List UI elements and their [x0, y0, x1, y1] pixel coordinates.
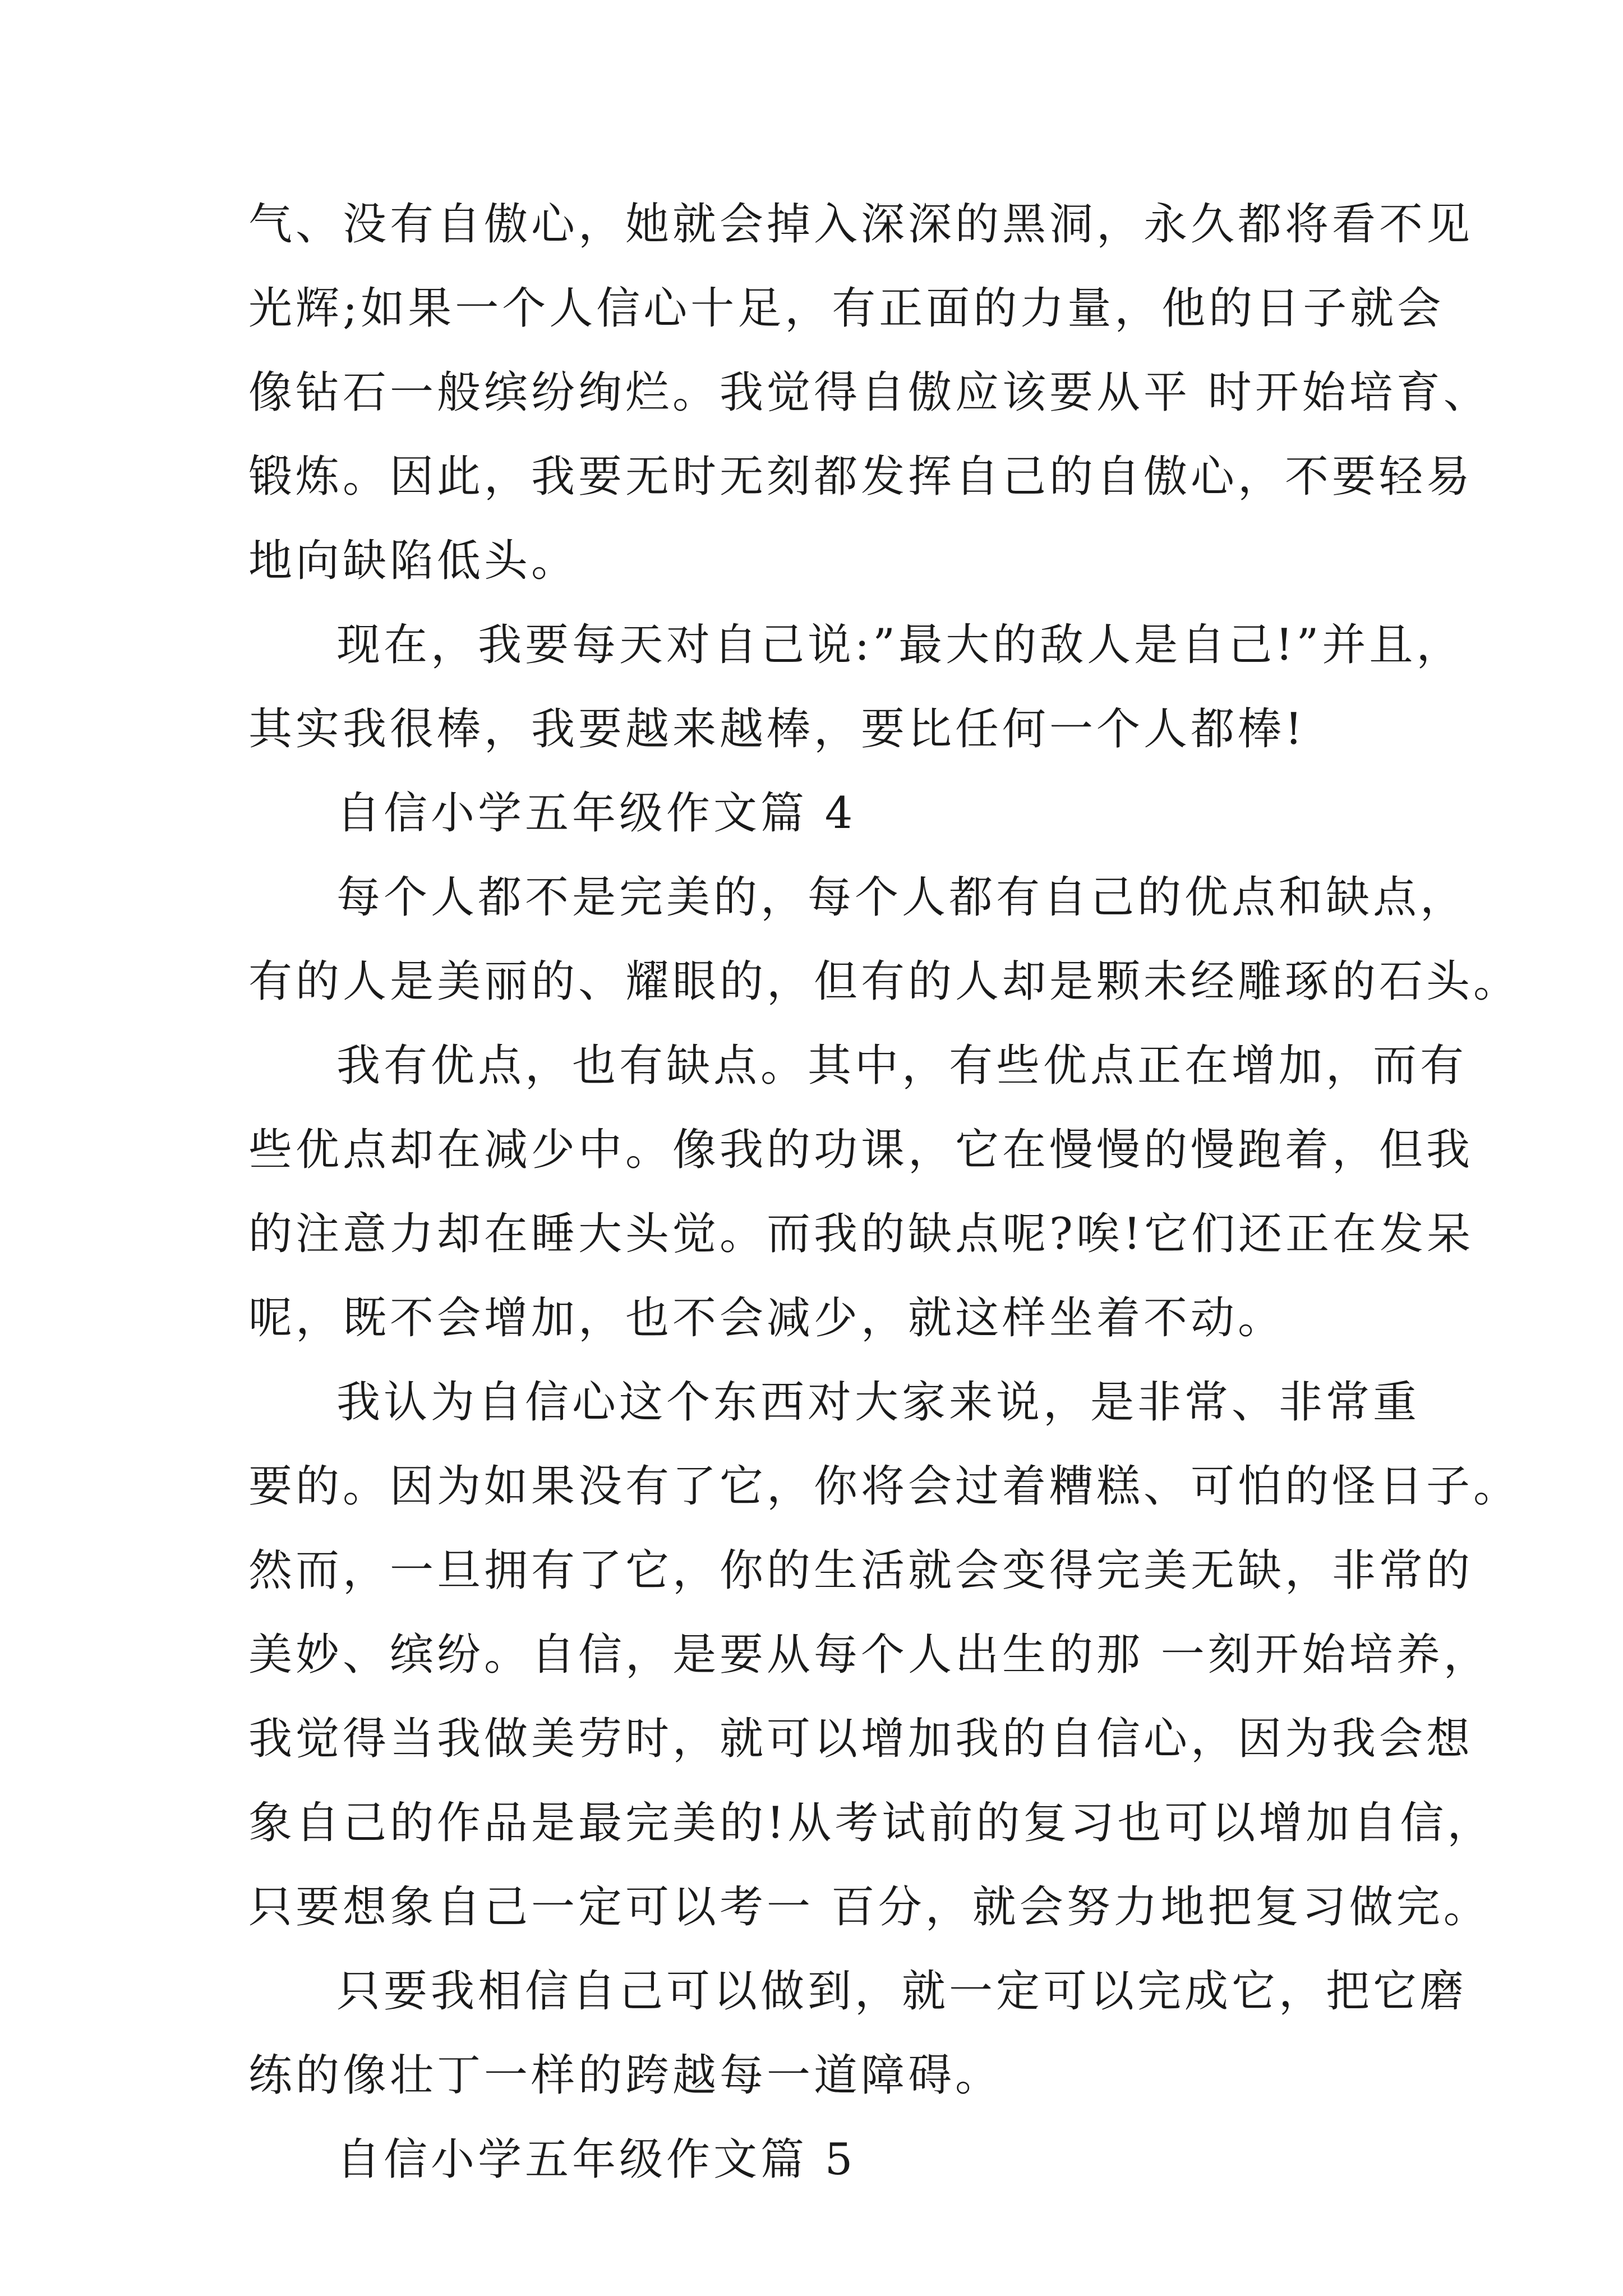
- text-line-6: 现在，我要每天对自己说:”最大的敌人是自己!”并且，: [336, 620, 1464, 670]
- text-line-5: 地向缺陷低头。: [248, 536, 579, 586]
- text-line-13: 的注意力却在睡大头觉。而我的缺点呢?唉!它们还正在发呆: [248, 1209, 1474, 1259]
- text-line-23: 练的像壮丁一样的跨越每一道障碍。: [248, 2050, 1003, 2101]
- text-line-9: 每个人都不是完美的，每个人都有自己的优点和缺点，: [336, 872, 1468, 923]
- text-line-20: 象自己的作品是最完美的!从考试前的复习也可以增加自信，: [248, 1798, 1495, 1848]
- text-line-11: 我有优点，也有缺点。其中，有些优点正在增加，而有: [336, 1041, 1468, 1091]
- text-line-12: 些优点却在减少中。像我的功课，它在慢慢的慢跑着，但我: [248, 1125, 1474, 1175]
- text-line-18: 美妙、缤纷。自信，是要从每个人出生的那 一刻开始培养，: [248, 1630, 1491, 1680]
- text-line-22: 只要我相信自己可以做到，就一定可以完成它，把它磨: [336, 1966, 1468, 2017]
- text-line-4: 锻炼。因此，我要无时无刻都发挥自己的自傲心，不要轻易: [248, 452, 1474, 502]
- text-line-7: 其实我很棒，我要越来越棒，要比任何一个人都棒!: [248, 704, 1306, 754]
- text-line-2: 光辉;如果一个人信心十足，有正面的力量，他的日子就会: [248, 283, 1445, 334]
- section-heading-5: 自信小学五年级作文篇 5: [336, 2134, 856, 2185]
- text-line-19: 我觉得当我做美劳时，就可以增加我的自信心，因为我会想: [248, 1714, 1474, 1764]
- section-heading-4: 自信小学五年级作文篇 4: [336, 788, 856, 839]
- text-line-16: 要的。因为如果没有了它，你将会过着糟糕、可怕的怪日子。: [248, 1461, 1521, 1512]
- text-line-1: 气、没有自傲心，她就会掉入深深的黑洞，永久都将看不见: [248, 199, 1474, 250]
- text-line-15: 我认为自信心这个东西对大家来说，是非常、非常重: [336, 1377, 1421, 1428]
- text-line-3: 像钻石一般缤纷绚烂。我觉得自傲应该要从平 时开始培育、: [248, 367, 1491, 418]
- text-line-17: 然而，一旦拥有了它，你的生活就会变得完美无缺，非常的: [248, 1545, 1474, 1596]
- text-line-14: 呢，既不会增加，也不会减少，就这样坐着不动。: [248, 1293, 1285, 1343]
- text-line-21: 只要想象自己一定可以考一 百分，就会努力地把复习做完。: [248, 1882, 1491, 1932]
- text-line-10: 有的人是美丽的、耀眼的，但有的人却是颗未经雕琢的石头。: [248, 956, 1521, 1007]
